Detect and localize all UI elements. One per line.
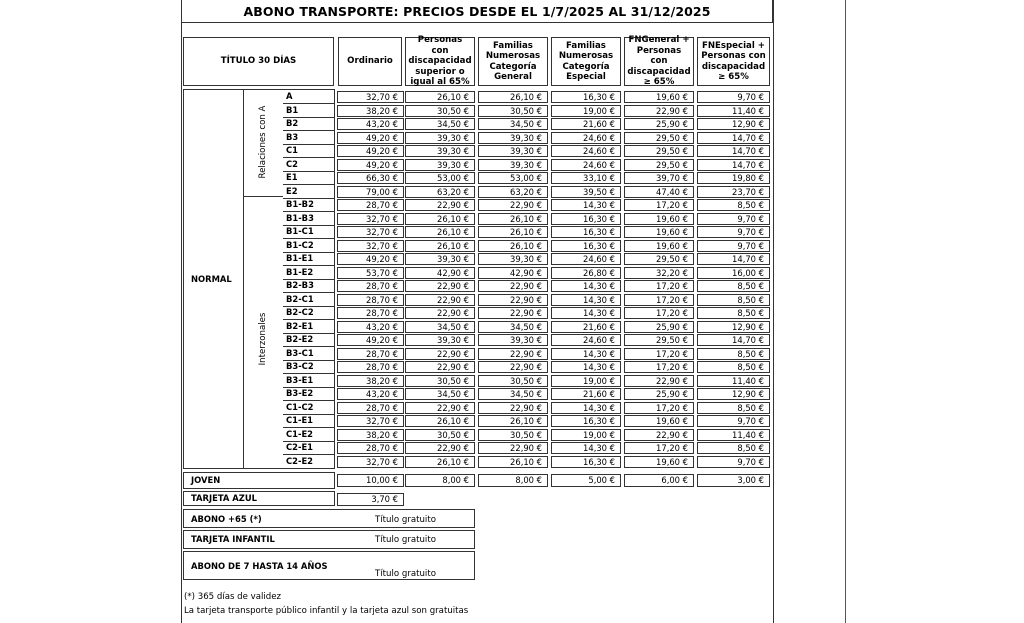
joven-price-cell: 3,00 € bbox=[697, 474, 770, 487]
zone-label: B1-B2 bbox=[286, 199, 314, 209]
price-cell: 22,90 € bbox=[478, 361, 548, 373]
joven-price-cell: 5,00 € bbox=[551, 474, 621, 487]
price-cell: 19,60 € bbox=[624, 91, 694, 103]
price-cell: 19,60 € bbox=[624, 213, 694, 225]
price-cell: 39,30 € bbox=[478, 334, 548, 346]
tarjeta-azul-label: TARJETA AZUL bbox=[191, 493, 257, 503]
price-cell: 17,20 € bbox=[624, 442, 694, 454]
zone-label: E2 bbox=[286, 186, 298, 196]
price-cell: 21,60 € bbox=[551, 321, 621, 333]
price-cell: 8,50 € bbox=[697, 307, 770, 319]
price-cell: 26,10 € bbox=[478, 213, 548, 225]
zone-label: C1-E1 bbox=[286, 415, 313, 425]
price-cell: 24,60 € bbox=[551, 334, 621, 346]
price-cell: 22,90 € bbox=[405, 294, 475, 306]
price-cell: 14,30 € bbox=[551, 442, 621, 454]
price-cell: 29,50 € bbox=[624, 145, 694, 157]
price-cell: 42,90 € bbox=[405, 267, 475, 279]
zone-label: B3-E2 bbox=[286, 388, 314, 398]
price-cell: 26,80 € bbox=[551, 267, 621, 279]
price-cell: 22,90 € bbox=[478, 348, 548, 360]
price-cell: 63,20 € bbox=[405, 186, 475, 198]
price-cell: 66,30 € bbox=[337, 172, 404, 184]
zone-label: C1 bbox=[286, 145, 298, 155]
price-cell: 22,90 € bbox=[405, 402, 475, 414]
price-cell: 14,30 € bbox=[551, 361, 621, 373]
price-cell: 34,50 € bbox=[478, 118, 548, 130]
zone-label: B1-B3 bbox=[286, 213, 314, 223]
price-cell: 42,90 € bbox=[478, 267, 548, 279]
header-fngeneral: FNGeneral + Personas con discapacidad ≥ 65% bbox=[624, 37, 694, 86]
price-cell: 22,90 € bbox=[478, 442, 548, 454]
price-cell: 25,90 € bbox=[624, 321, 694, 333]
price-cell: 26,10 € bbox=[405, 226, 475, 238]
price-cell: 39,30 € bbox=[478, 159, 548, 171]
price-cell: 28,70 € bbox=[337, 348, 404, 360]
price-cell: 9,70 € bbox=[697, 91, 770, 103]
price-cell: 34,50 € bbox=[478, 321, 548, 333]
joven-price-cell: 10,00 € bbox=[337, 474, 404, 487]
joven-label: JOVEN bbox=[191, 475, 221, 485]
price-cell: 26,10 € bbox=[405, 415, 475, 427]
price-cell: 38,20 € bbox=[337, 429, 404, 441]
normal-label: NORMAL bbox=[191, 274, 232, 284]
price-cell: 9,70 € bbox=[697, 226, 770, 238]
price-cell: 22,90 € bbox=[478, 402, 548, 414]
price-cell: 8,50 € bbox=[697, 199, 770, 211]
abono65-label: ABONO +65 (*) bbox=[191, 514, 262, 524]
price-cell: 32,70 € bbox=[337, 226, 404, 238]
zone-label: B3-E1 bbox=[286, 375, 314, 385]
header-ordinario: Ordinario bbox=[338, 37, 402, 86]
zone-label: B2-E1 bbox=[286, 321, 314, 331]
price-cell: 22,90 € bbox=[405, 280, 475, 292]
price-cell: 16,30 € bbox=[551, 226, 621, 238]
price-cell: 29,50 € bbox=[624, 253, 694, 265]
price-cell: 8,50 € bbox=[697, 402, 770, 414]
price-cell: 47,40 € bbox=[624, 186, 694, 198]
price-cell: 39,50 € bbox=[551, 186, 621, 198]
price-cell: 32,70 € bbox=[337, 456, 404, 468]
price-cell: 9,70 € bbox=[697, 240, 770, 252]
price-cell: 34,50 € bbox=[405, 118, 475, 130]
price-cell: 39,30 € bbox=[405, 334, 475, 346]
price-cell: 14,70 € bbox=[697, 132, 770, 144]
header-titulo-30-dias: TÍTULO 30 DÍAS bbox=[183, 37, 334, 86]
price-cell: 16,30 € bbox=[551, 415, 621, 427]
price-cell: 9,70 € bbox=[697, 415, 770, 427]
abono7-14-label: ABONO DE 7 HASTA 14 AÑOS bbox=[191, 561, 328, 571]
price-cell: 24,60 € bbox=[551, 132, 621, 144]
price-cell: 8,50 € bbox=[697, 361, 770, 373]
page-edge bbox=[845, 0, 846, 623]
zone-label: C2 bbox=[286, 159, 298, 169]
price-cell: 14,30 € bbox=[551, 280, 621, 292]
price-cell: 19,00 € bbox=[551, 375, 621, 387]
page-left-border bbox=[181, 0, 182, 623]
zone-label: E1 bbox=[286, 172, 298, 182]
price-cell: 16,30 € bbox=[551, 240, 621, 252]
price-cell: 17,20 € bbox=[624, 280, 694, 292]
zone-label: B2-C2 bbox=[286, 307, 314, 317]
price-cell: 30,50 € bbox=[478, 429, 548, 441]
price-cell: 12,90 € bbox=[697, 118, 770, 130]
price-cell: 16,00 € bbox=[697, 267, 770, 279]
price-cell: 24,60 € bbox=[551, 145, 621, 157]
price-cell: 79,00 € bbox=[337, 186, 404, 198]
price-cell: 8,50 € bbox=[697, 294, 770, 306]
price-cell: 32,20 € bbox=[624, 267, 694, 279]
price-cell: 29,50 € bbox=[624, 159, 694, 171]
header-familias-general: Familias Numerosas Categoría General bbox=[478, 37, 548, 86]
price-cell: 17,20 € bbox=[624, 307, 694, 319]
price-cell: 26,10 € bbox=[405, 240, 475, 252]
price-cell: 8,50 € bbox=[697, 348, 770, 360]
price-cell: 43,20 € bbox=[337, 321, 404, 333]
price-cell: 9,70 € bbox=[697, 456, 770, 468]
header-familias-especial: Familias Numerosas Categoría Especial bbox=[551, 37, 621, 86]
price-cell: 14,30 € bbox=[551, 402, 621, 414]
zone-label: B1-C2 bbox=[286, 240, 314, 250]
zone-label: B1-E1 bbox=[286, 253, 314, 263]
price-cell: 29,50 € bbox=[624, 132, 694, 144]
joven-price-cell: 8,00 € bbox=[478, 474, 548, 487]
price-cell: 22,90 € bbox=[478, 307, 548, 319]
price-cell: 39,30 € bbox=[405, 159, 475, 171]
abono65-value: Título gratuito bbox=[375, 515, 436, 525]
price-cell: 22,90 € bbox=[405, 199, 475, 211]
price-cell: 28,70 € bbox=[337, 199, 404, 211]
price-cell: 26,10 € bbox=[478, 91, 548, 103]
abono7-14-value: Título gratuito bbox=[375, 569, 436, 579]
zone-label: B3-C2 bbox=[286, 361, 314, 371]
note-validez: (*) 365 días de validez bbox=[184, 592, 282, 602]
price-cell: 28,70 € bbox=[337, 402, 404, 414]
price-cell: 26,10 € bbox=[478, 226, 548, 238]
price-cell: 19,60 € bbox=[624, 226, 694, 238]
price-cell: 24,60 € bbox=[551, 159, 621, 171]
price-cell: 28,70 € bbox=[337, 294, 404, 306]
price-cell: 26,10 € bbox=[478, 456, 548, 468]
zone-label: B1-C1 bbox=[286, 226, 314, 236]
price-cell: 34,50 € bbox=[478, 388, 548, 400]
price-cell: 12,90 € bbox=[697, 388, 770, 400]
price-cell: 16,30 € bbox=[551, 456, 621, 468]
tarjeta-infantil-label: TARJETA INFANTIL bbox=[191, 534, 275, 544]
price-cell: 53,00 € bbox=[405, 172, 475, 184]
price-cell: 49,20 € bbox=[337, 132, 404, 144]
zone-label: B2-C1 bbox=[286, 294, 314, 304]
price-cell: 63,20 € bbox=[478, 186, 548, 198]
price-cell: 19,00 € bbox=[551, 429, 621, 441]
document-title: ABONO TRANSPORTE: PRECIOS DESDE EL 1/7/2025 AL 31/12/2025 bbox=[181, 0, 773, 23]
price-cell: 43,20 € bbox=[337, 388, 404, 400]
price-cell: 34,50 € bbox=[405, 321, 475, 333]
price-cell: 17,20 € bbox=[624, 361, 694, 373]
price-cell: 22,90 € bbox=[478, 294, 548, 306]
header-discapacidad: Personas con discapacidad superior o igual al 65% bbox=[405, 37, 475, 86]
price-cell: 33,10 € bbox=[551, 172, 621, 184]
price-cell: 30,50 € bbox=[478, 105, 548, 117]
price-cell: 19,80 € bbox=[697, 172, 770, 184]
price-cell: 30,50 € bbox=[478, 375, 548, 387]
price-cell: 17,20 € bbox=[624, 402, 694, 414]
price-cell: 28,70 € bbox=[337, 307, 404, 319]
price-cell: 43,20 € bbox=[337, 118, 404, 130]
price-cell: 28,70 € bbox=[337, 442, 404, 454]
relaciones-label: Relaciones con A bbox=[258, 105, 268, 179]
price-cell: 14,30 € bbox=[551, 199, 621, 211]
price-cell: 34,50 € bbox=[405, 388, 475, 400]
price-cell: 39,30 € bbox=[478, 145, 548, 157]
price-cell: 26,10 € bbox=[478, 240, 548, 252]
price-cell: 28,70 € bbox=[337, 280, 404, 292]
price-cell: 28,70 € bbox=[337, 361, 404, 373]
joven-price-cell: 8,00 € bbox=[405, 474, 475, 487]
price-cell: 32,70 € bbox=[337, 240, 404, 252]
price-cell: 17,20 € bbox=[624, 348, 694, 360]
zone-label: C2-E2 bbox=[286, 456, 313, 466]
price-cell: 16,30 € bbox=[551, 213, 621, 225]
price-cell: 19,60 € bbox=[624, 240, 694, 252]
price-cell: 39,30 € bbox=[405, 145, 475, 157]
price-cell: 17,20 € bbox=[624, 294, 694, 306]
price-cell: 49,20 € bbox=[337, 253, 404, 265]
price-cell: 22,90 € bbox=[624, 105, 694, 117]
price-cell: 22,90 € bbox=[624, 429, 694, 441]
price-cell: 26,10 € bbox=[478, 415, 548, 427]
price-cell: 12,90 € bbox=[697, 321, 770, 333]
price-cell: 38,20 € bbox=[337, 105, 404, 117]
tarjeta-infantil-value: Título gratuito bbox=[375, 535, 436, 545]
price-cell: 29,50 € bbox=[624, 334, 694, 346]
price-cell: 11,40 € bbox=[697, 105, 770, 117]
zone-label: B3-C1 bbox=[286, 348, 314, 358]
price-cell: 14,30 € bbox=[551, 294, 621, 306]
price-cell: 39,30 € bbox=[405, 132, 475, 144]
price-cell: 38,20 € bbox=[337, 375, 404, 387]
zone-label: B2 bbox=[286, 118, 299, 128]
price-cell: 39,30 € bbox=[405, 253, 475, 265]
zone-label: B2-B3 bbox=[286, 280, 314, 290]
price-cell: 14,30 € bbox=[551, 348, 621, 360]
price-cell: 53,00 € bbox=[478, 172, 548, 184]
header-fnespecial: FNEspecial + Personas con discapacidad ≥ 65% bbox=[697, 37, 770, 86]
price-cell: 24,60 € bbox=[551, 253, 621, 265]
price-cell: 22,90 € bbox=[624, 375, 694, 387]
price-cell: 22,90 € bbox=[405, 307, 475, 319]
price-cell: 19,60 € bbox=[624, 415, 694, 427]
joven-price-cell: 6,00 € bbox=[624, 474, 694, 487]
price-cell: 49,20 € bbox=[337, 334, 404, 346]
zone-label: B2-E2 bbox=[286, 334, 314, 344]
price-cell: 8,50 € bbox=[697, 442, 770, 454]
price-cell: 39,30 € bbox=[478, 132, 548, 144]
zone-label: A bbox=[286, 91, 293, 101]
price-cell: 11,40 € bbox=[697, 429, 770, 441]
tarjeta-azul-price: 3,70 € bbox=[337, 493, 404, 506]
price-cell: 22,90 € bbox=[405, 348, 475, 360]
price-cell: 23,70 € bbox=[697, 186, 770, 198]
price-cell: 21,60 € bbox=[551, 388, 621, 400]
price-cell: 22,90 € bbox=[405, 361, 475, 373]
price-cell: 26,10 € bbox=[405, 213, 475, 225]
zone-label: C1-E2 bbox=[286, 429, 313, 439]
price-cell: 9,70 € bbox=[697, 213, 770, 225]
page-right-border bbox=[773, 0, 774, 623]
price-cell: 39,70 € bbox=[624, 172, 694, 184]
price-cell: 17,20 € bbox=[624, 199, 694, 211]
price-cell: 49,20 € bbox=[337, 145, 404, 157]
price-cell: 25,90 € bbox=[624, 118, 694, 130]
zone-label: B1 bbox=[286, 105, 299, 115]
price-cell: 25,90 € bbox=[624, 388, 694, 400]
price-cell: 22,90 € bbox=[478, 280, 548, 292]
price-cell: 39,30 € bbox=[478, 253, 548, 265]
price-cell: 14,30 € bbox=[551, 307, 621, 319]
price-cell: 19,60 € bbox=[624, 456, 694, 468]
zone-label: C2-E1 bbox=[286, 442, 313, 452]
price-cell: 11,40 € bbox=[697, 375, 770, 387]
price-cell: 14,70 € bbox=[697, 253, 770, 265]
interzonales-label: Interzonales bbox=[258, 312, 268, 366]
price-cell: 32,70 € bbox=[337, 415, 404, 427]
price-cell: 30,50 € bbox=[405, 375, 475, 387]
price-cell: 30,50 € bbox=[405, 429, 475, 441]
note-gratuitas: La tarjeta transporte público infantil y la tarjeta azul son gratuitas bbox=[184, 606, 469, 616]
price-cell: 32,70 € bbox=[337, 213, 404, 225]
zone-label: C1-C2 bbox=[286, 402, 314, 412]
price-cell: 8,50 € bbox=[697, 280, 770, 292]
price-cell: 21,60 € bbox=[551, 118, 621, 130]
price-cell: 14,70 € bbox=[697, 334, 770, 346]
price-cell: 53,70 € bbox=[337, 267, 404, 279]
price-cell: 30,50 € bbox=[405, 105, 475, 117]
price-cell: 49,20 € bbox=[337, 159, 404, 171]
zone-label: B3 bbox=[286, 132, 299, 142]
zone-label: B1-E2 bbox=[286, 267, 314, 277]
price-cell: 14,70 € bbox=[697, 159, 770, 171]
row-separator bbox=[283, 468, 335, 469]
price-cell: 22,90 € bbox=[405, 442, 475, 454]
price-cell: 26,10 € bbox=[405, 91, 475, 103]
price-cell: 14,70 € bbox=[697, 145, 770, 157]
price-cell: 19,00 € bbox=[551, 105, 621, 117]
price-cell: 16,30 € bbox=[551, 91, 621, 103]
price-cell: 22,90 € bbox=[478, 199, 548, 211]
price-cell: 32,70 € bbox=[337, 91, 404, 103]
price-cell: 26,10 € bbox=[405, 456, 475, 468]
